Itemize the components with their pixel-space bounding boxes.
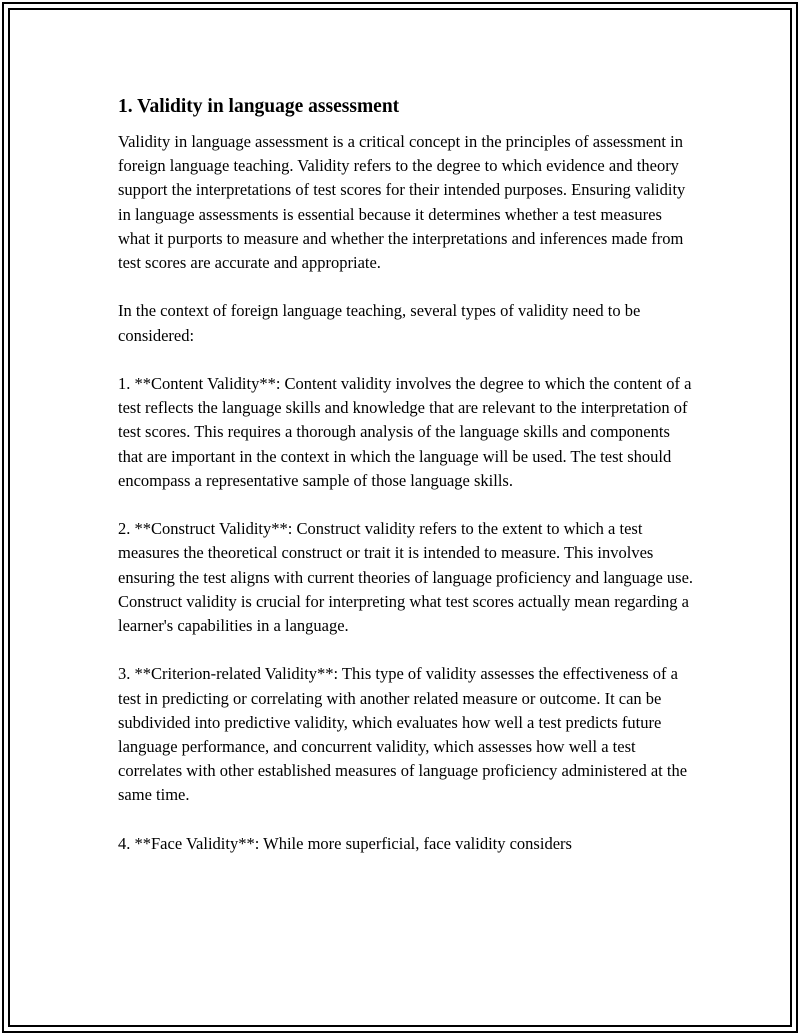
section-heading: 1. Validity in language assessment <box>118 96 400 117</box>
document-body <box>118 94 698 880</box>
paragraph-context: In the context of foreign language teaching, several types of validity need to be considered: <box>118 301 641 345</box>
paragraph-criterion-validity: 3. **Criterion-related Validity**: This type of validity assesses the effectiveness of a test in predicting or correlating with another related measure or outcome. It can be subdivided into predictive validity, which evaluates how well a test predicts future language performance, and concurrent validity, which assesses how well a test correlates with other established measures of language proficiency administered at the same time. <box>118 664 688 805</box>
paragraph-intro: Validity in language assessment is a critical concept in the principles of assessment in foreign language teaching. Validity refers to the degree to which evidence and theory support the interpretations of test scores for their intended purposes. Ensuring validity in language assessments is essential because it determines whether a test measures what it purports to measure and whether the interpretations and inferences made from test scores are accurate and appropriate. <box>118 132 686 273</box>
paragraph-construct-validity: 2. **Construct Validity**: Construct validity refers to the extent to which a test measures the theoretical construct or trait it is intended to measure. This involves ensuring the test aligns with current theories of language proficiency and language use. Construct validity is crucial for interpreting what test scores actually mean regarding a learner's capabilities in a language. <box>118 519 694 636</box>
paragraph-face-validity: 4. **Face Validity**: While more superficial, face validity considers <box>118 833 572 853</box>
paragraph-content-validity: 1. **Content Validity**: Content validity involves the degree to which the content of a test reflects the language skills and knowledge that are relevant to the interpretation of test scores. This requires a thorough analysis of the language skills and components that are important in the context in which the language will be used. The test should encompass a representative sample of those language skills. <box>118 374 692 490</box>
